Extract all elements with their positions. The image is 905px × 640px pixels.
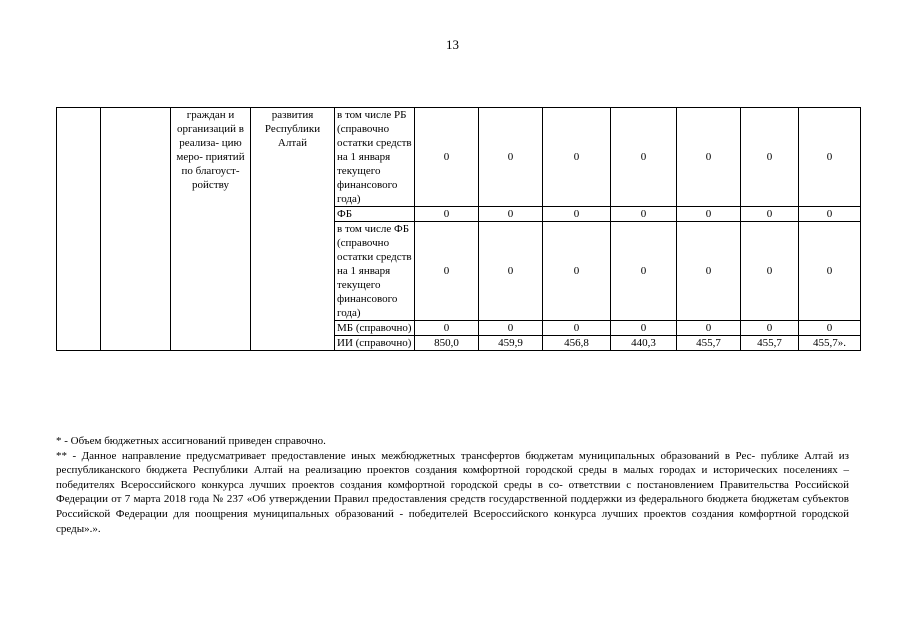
participants-cell: граждан и организаций в реализа- цию меро- приятий по благоуст- ройству: [171, 108, 251, 351]
value-cell: 0: [543, 321, 611, 336]
value-cell: 0: [479, 321, 543, 336]
value-cell: 0: [415, 321, 479, 336]
value-cell: 0: [415, 207, 479, 222]
row-label: ИИ (справочно): [335, 336, 415, 351]
value-cell: 0: [741, 108, 799, 207]
value-cell: 0: [741, 222, 799, 321]
footnotes: [56, 434, 849, 536]
value-cell: 0: [799, 321, 861, 336]
value-cell: 0: [677, 108, 741, 207]
value-cell: 0: [479, 207, 543, 222]
value-cell: 459,9: [479, 336, 543, 351]
footnote-2: ** - Данное направление предусматривает предоставление иных межбюджетных трансфертов бюджетам муниципальных образований в Рес- публике Алтай из республиканского бюджета Республики Алтай на реализацию проектов создания комфортной городской среды в малых городах и исторических поселениях – победителях Всероссийского конкурса лучших проектов создания комфортной городской среды в со- ответствии с постановлением Правительства Российской Федерации от 7 марта 2018 года № 237 «Об утверждении Правил предоставления средств государственной поддержки из федерального бюджета бюджетам субъектов Российской Федерации для поощрения муниципальных образований - победителей Всероссийского конкурса лучших проектов создания комфортной городской среды».».: [56, 449, 849, 535]
value-cell: 0: [479, 222, 543, 321]
row-label: в том числе РБ (справочно остатки средств на 1 января текущего финансового года): [335, 108, 415, 207]
value-cell: 0: [799, 207, 861, 222]
value-cell: 0: [611, 222, 677, 321]
value-cell: 0: [611, 108, 677, 207]
value-cell: 0: [741, 207, 799, 222]
value-cell: 455,7: [741, 336, 799, 351]
value-cell: 0: [543, 108, 611, 207]
value-cell: 0: [799, 108, 861, 207]
value-cell: 0: [677, 207, 741, 222]
value-cell: 0: [611, 321, 677, 336]
value-cell: 0: [543, 207, 611, 222]
value-cell: 0: [799, 222, 861, 321]
empty-cell: [57, 108, 101, 351]
value-cell: 0: [611, 207, 677, 222]
program-cell: развития Республики Алтай: [251, 108, 335, 351]
value-cell: 455,7».: [799, 336, 861, 351]
value-cell: 0: [415, 222, 479, 321]
budget-table: [56, 107, 861, 351]
empty-cell: [101, 108, 171, 351]
row-label: МБ (справочно): [335, 321, 415, 336]
footnote-1: * - Объем бюджетных ассигнований приведен справочно.: [56, 435, 326, 447]
value-cell: 0: [479, 108, 543, 207]
value-cell: 455,7: [677, 336, 741, 351]
value-cell: 0: [677, 222, 741, 321]
value-cell: 0: [543, 222, 611, 321]
value-cell: 850,0: [415, 336, 479, 351]
value-cell: 0: [415, 108, 479, 207]
row-label: ФБ: [335, 207, 415, 222]
table-row: [57, 108, 861, 207]
value-cell: 0: [741, 321, 799, 336]
value-cell: 440,3: [611, 336, 677, 351]
row-label: в том числе ФБ (справочно остатки средств на 1 января текущего финансового года): [335, 222, 415, 321]
value-cell: 0: [677, 321, 741, 336]
value-cell: 456,8: [543, 336, 611, 351]
page-number: 13: [446, 37, 459, 52]
